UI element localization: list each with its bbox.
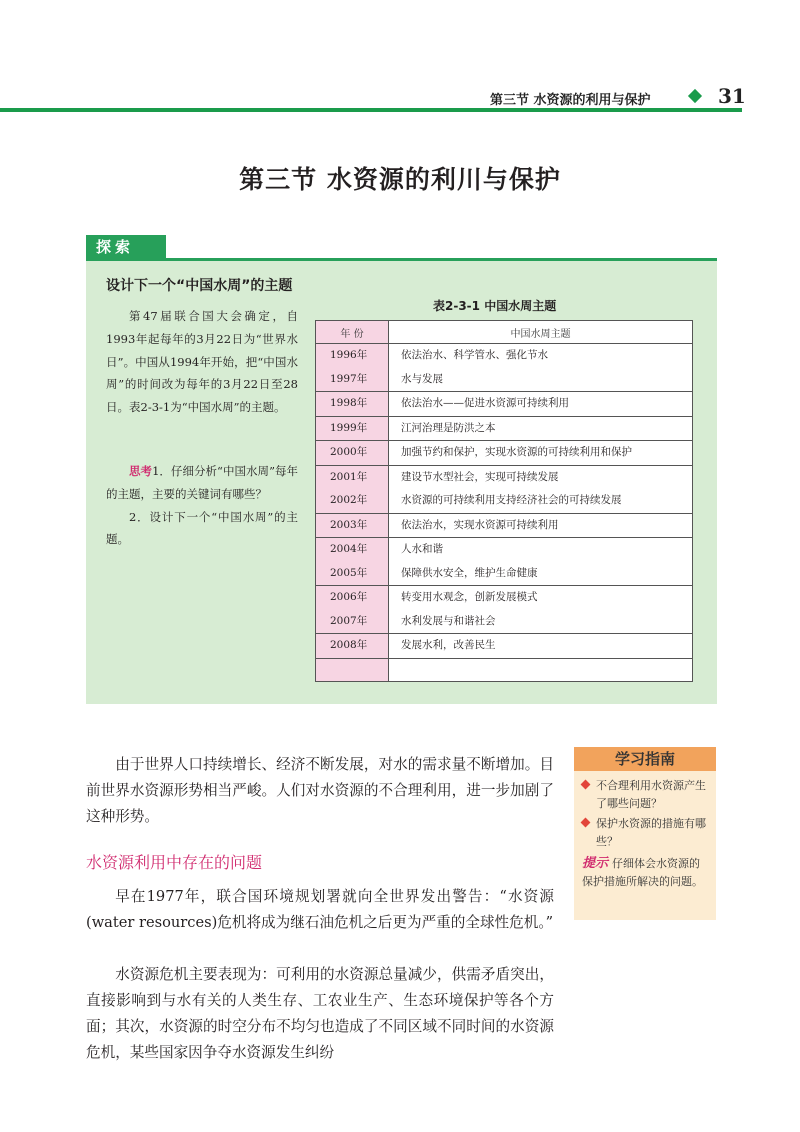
year-label: 2005年	[330, 566, 368, 579]
year-label: 2003年	[330, 518, 368, 531]
table-row	[316, 634, 693, 659]
sub-heading: 水资源利用中存在的问题	[86, 853, 263, 872]
table-header-row	[316, 321, 693, 344]
table-row	[316, 344, 693, 392]
table-row	[316, 465, 693, 513]
year-label: 2002年	[330, 494, 368, 506]
guide-item-2: 保护水资源的措施有哪些？	[582, 815, 708, 851]
year-cell	[316, 634, 389, 659]
theme-cell	[389, 513, 693, 538]
theme-label: 人水和谐	[401, 543, 443, 555]
theme-cell	[389, 634, 693, 659]
table-row	[316, 392, 693, 417]
header-rule	[0, 108, 742, 112]
running-header: 第三节 水资源的利用与保护	[490, 93, 651, 108]
think-question-1: 思考1．仔细分析“中国水周”每年的主题，主要的关键词有哪些？	[106, 464, 299, 501]
diamond-icon	[688, 89, 702, 103]
theme-label: 水利发展与和谐社会	[401, 614, 496, 627]
theme-label: 加强节约和保护，实现水资源的可持续利用和保护	[401, 446, 632, 458]
think-block	[106, 460, 298, 551]
year-label: 1999年	[330, 421, 368, 434]
theme-label: 水与发展	[401, 372, 443, 385]
year-cell	[316, 513, 389, 538]
year-cell	[316, 441, 389, 466]
guide-tip: 提示 仔细体会水资源的保护措施所解决的问题。	[582, 856, 703, 888]
year-label: 2001年	[330, 470, 368, 483]
year-label: 2006年	[330, 591, 368, 603]
empty-cell	[316, 658, 389, 681]
explore-heading: 设计下一个“中国水周”的主题	[106, 278, 293, 294]
empty-row	[316, 658, 693, 681]
theme-label: 依法治水——促进水资源可持续利用	[401, 397, 569, 409]
year-label: 2004年	[330, 543, 368, 555]
theme-label: 建设节水型社会，实现可持续发展	[401, 470, 559, 483]
guide-item-1: 不合理利用水资源产生了哪些问题？	[582, 777, 708, 813]
table-row	[316, 441, 693, 466]
page-title: 第三节 水资源的利川与保护	[239, 165, 561, 194]
guide-box	[574, 771, 716, 920]
year-cell	[316, 416, 389, 441]
theme-cell	[389, 465, 693, 513]
theme-cell	[389, 586, 693, 634]
empty-cell	[389, 658, 693, 681]
year-label: 2000年	[330, 446, 368, 458]
theme-label: 依法治水，实现水资源可持续利用	[401, 518, 559, 531]
body-paragraph-1: 由于世界人口持续增长、经济不断发展，对水的需求量不断增加。目前世界水资源形势相当严峻。人们对水资源的不合理利用，进一步加剧了这种形势。	[86, 756, 554, 825]
year-cell	[316, 392, 389, 417]
body-paragraph-3: 水资源危机主要表现为：可利用的水资源总量减少，供需矛盾突出，直接影响到与水有关的人类生存、工农业生产、生态环境保护等各个方面；其次，水资源的时空分布不均匀也造成了不同区域不同时间的水资源危机，某些国家因争夺水资源发生纠纷	[86, 966, 554, 1061]
year-cell	[316, 538, 389, 586]
explore-tag: 探索	[86, 235, 166, 260]
year-cell	[316, 465, 389, 513]
table-row	[316, 538, 693, 586]
year-label: 2007年	[330, 614, 368, 627]
theme-cell	[389, 344, 693, 392]
year-label: 1998年	[330, 397, 368, 409]
theme-cell	[389, 441, 693, 466]
theme-label: 转变用水观念，创新发展模式	[401, 591, 538, 603]
body-paragraph-2: 早在1977年，联合国环境规划署就向全世界发出警告：“水资源(water resources)危机将成为继石油危机之后更为严重的全球性危机。”	[86, 888, 554, 931]
page-number: 31	[718, 84, 746, 108]
header-year: 年 份	[316, 321, 389, 344]
year-label: 1996年	[330, 349, 368, 361]
theme-cell	[389, 416, 693, 441]
diamond-bullet-icon	[581, 780, 591, 790]
theme-label: 依法治水、科学管水、强化节水	[401, 349, 548, 361]
theme-label: 水资源的可持续利用支持经济社会的可持续发展	[401, 494, 622, 506]
water-week-table	[315, 320, 693, 682]
year-label: 1997年	[330, 372, 368, 385]
table-caption: 表2-3-1 中国水周主题	[433, 299, 557, 313]
header-theme: 中国水周主题	[389, 321, 693, 344]
think-question-2: 2．设计下一个“中国水周”的主题。	[106, 509, 298, 547]
year-cell	[316, 344, 389, 392]
table-row	[316, 586, 693, 634]
theme-label: 江河治理是防洪之本	[401, 421, 496, 434]
guide-tag: 学习指南	[574, 747, 716, 771]
theme-label: 保障供水安全，维护生命健康	[401, 566, 538, 579]
table-row	[316, 513, 693, 538]
think-label: 思考	[129, 464, 153, 478]
year-label: 2008年	[330, 639, 368, 651]
theme-label: 发展水利，改善民生	[401, 639, 496, 651]
theme-cell	[389, 392, 693, 417]
theme-cell	[389, 538, 693, 586]
tip-label: 提示	[582, 856, 609, 871]
table-row	[316, 416, 693, 441]
diamond-bullet-icon	[581, 818, 591, 828]
explore-intro: 第47届联合国大会确定，自1993年起每年的3月22日为“世界水日”。中国从1994年开始，把“中国水周”的时间改为每年的3月22日至28日。表2-3-1为“中国水周”的主题。	[106, 309, 298, 415]
year-cell	[316, 586, 389, 634]
